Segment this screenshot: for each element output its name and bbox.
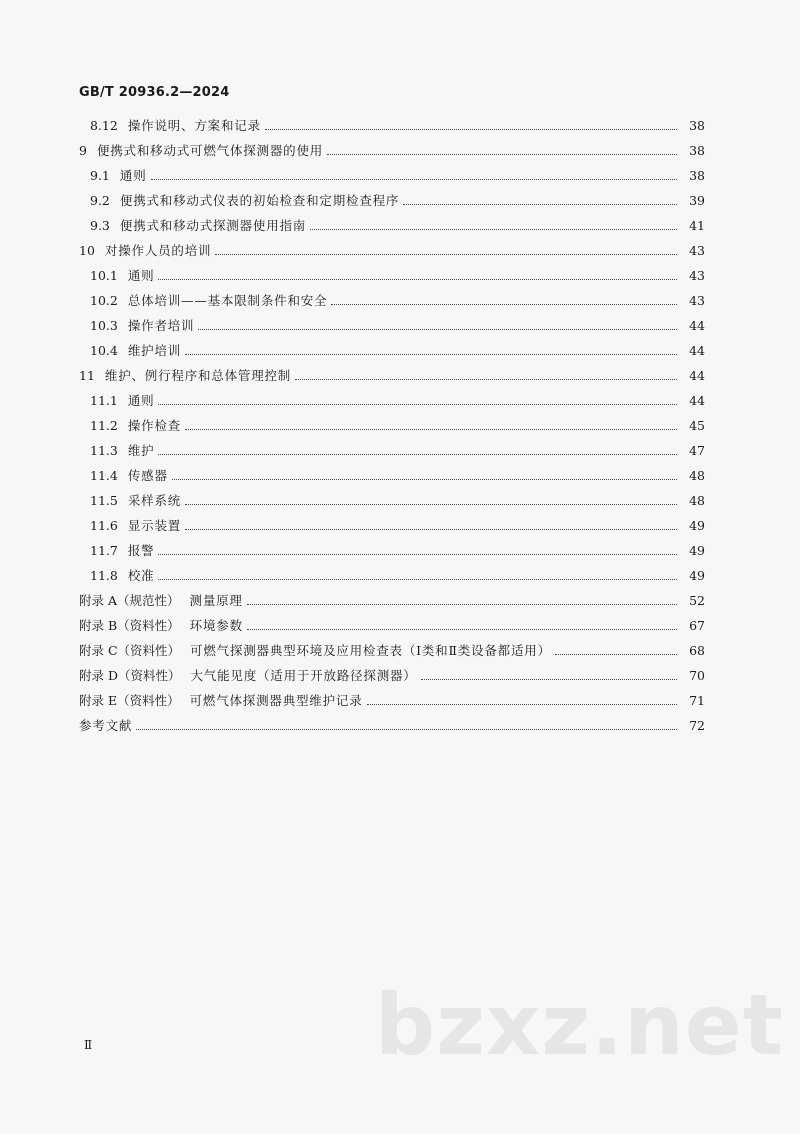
toc-entry-title: 操作说明、方案和记录 [127,118,261,133]
toc-entry-number: 10 [79,243,95,258]
toc-dot-leader [295,368,677,380]
page-number: Ⅱ [84,1038,93,1052]
toc-entry[interactable] [90,167,705,185]
toc-entry-title: 维护 [127,443,155,458]
toc-entry[interactable] [90,442,705,460]
toc-entry-number: 11.5 [90,493,118,508]
toc-entry[interactable] [90,492,705,510]
watermark-logo: bzxz.net [375,976,784,1074]
toc-entry-page: 49 [689,518,705,533]
toc-entry-page: 45 [689,418,705,433]
toc-dot-leader [247,593,677,605]
toc-entry-title: 环境参数 [189,618,243,633]
toc-entry-title: 通则 [127,393,155,408]
toc-entry-page: 44 [689,318,705,333]
toc-entry[interactable] [90,317,705,335]
toc-entry-number: 11.7 [90,543,118,558]
toc-entry-title: 显示装置 [127,518,182,533]
toc-entry-number: 9.3 [90,218,110,233]
toc-entry-page: 71 [689,693,705,708]
toc-entry-title: 维护、例行程序和总体管理控制 [104,368,292,383]
toc-entry-title: 可燃气探测器典型环境及应用检查表（Ⅰ类和Ⅱ类设备都适用） [190,643,551,658]
toc-entry[interactable] [90,467,705,485]
toc-entry[interactable] [90,542,705,560]
toc-dot-leader [331,293,677,305]
toc-dot-leader [327,143,677,155]
toc-dot-leader [136,718,677,730]
toc-entry-number: 8.12 [90,118,118,133]
toc-entry-number: 附录 A（规范性） [79,593,180,608]
toc-entry-number: 11.8 [90,568,118,583]
toc-entry-page: 38 [689,168,705,183]
toc-entry[interactable] [90,392,705,410]
toc-dot-leader [185,418,677,430]
toc-dot-leader [185,493,677,505]
toc-entry-page: 52 [689,593,705,608]
toc-entry-title: 维护培训 [127,343,182,358]
toc-entry-number: 11 [79,368,95,383]
toc-entry-page: 49 [689,568,705,583]
toc-entry[interactable] [90,342,705,360]
toc-entry[interactable] [79,367,705,385]
toc-entry[interactable] [90,217,705,235]
toc-entry-number: 11.2 [90,418,118,433]
toc-entry-page: 68 [689,643,705,658]
standard-number: GB/T 20936.2—2024 [79,85,230,100]
toc-entry-page: 44 [689,393,705,408]
toc-entry-number: 11.1 [90,393,118,408]
toc-entry[interactable] [90,117,705,135]
toc-entry-title: 报警 [127,543,155,558]
toc-entry-number: 10.3 [90,318,118,333]
toc-dot-leader [215,243,677,255]
toc-dot-leader [172,468,677,480]
toc-entry-title: 通则 [127,268,155,283]
toc-entry-page: 70 [689,668,705,683]
toc-entry-page: 48 [689,493,705,508]
toc-entry-number: 附录 E（资料性） [79,693,180,708]
toc-entry[interactable] [79,592,705,610]
toc-entry-page: 44 [689,343,705,358]
toc-entry[interactable] [79,667,705,685]
toc-entry-title: 传感器 [127,468,168,483]
toc-entry[interactable] [79,642,705,660]
toc-entry-number: 11.6 [90,518,118,533]
toc-entry[interactable] [79,692,705,710]
toc-entry[interactable] [79,617,705,635]
toc-entry[interactable] [79,242,705,260]
toc-entry-page: 47 [689,443,705,458]
toc-dot-leader [247,618,677,630]
toc-dot-leader [158,568,677,580]
toc-entry[interactable] [79,717,705,735]
toc-entry-page: 43 [689,293,705,308]
toc-entry-number: 附录 B（资料性） [79,618,180,633]
toc-entry-number: 9 [79,143,87,158]
toc-entry-number: 11.3 [90,443,118,458]
toc-entry-page: 44 [689,368,705,383]
toc-entry[interactable] [90,292,705,310]
toc-entry-number: 10.4 [90,343,118,358]
toc-entry-page: 48 [689,468,705,483]
toc-entry-number: 附录 C（资料性） [79,643,181,658]
toc-entry-title: 参考文献 [79,718,133,733]
toc-entry-page: 49 [689,543,705,558]
toc-entry-number: 10.2 [90,293,118,308]
toc-entry-title: 对操作人员的培训 [104,243,212,258]
toc-entry-title: 通则 [119,168,147,183]
toc-dot-leader [367,693,677,705]
toc-dot-leader [158,443,677,455]
toc-entry-title: 总体培训——基本限制条件和安全 [127,293,328,308]
toc-entry-title: 测量原理 [189,593,243,608]
toc-entry[interactable] [90,417,705,435]
toc-entry-page: 38 [689,143,705,158]
toc-dot-leader [403,193,677,205]
toc-dot-leader [151,168,678,180]
toc-dot-leader [310,218,677,230]
toc-entry[interactable] [90,192,705,210]
toc-entry-page: 43 [689,243,705,258]
toc-entry-title: 操作检查 [127,418,182,433]
toc-entry-page: 41 [689,218,705,233]
toc-dot-leader [158,393,677,405]
toc-entry-page: 43 [689,268,705,283]
toc-entry-title: 便携式和移动式可燃气体探测器的使用 [96,143,324,158]
toc-entry-number: 10.1 [90,268,118,283]
toc-entry-number: 11.4 [90,468,118,483]
toc-dot-leader [198,318,677,330]
toc-entry-number: 附录 D（资料性） [79,668,181,683]
toc-entry-title: 采样系统 [127,493,182,508]
toc-entry-number: 9.1 [90,168,110,183]
toc-entry[interactable] [79,142,705,160]
toc-dot-leader [555,643,677,655]
toc-entry[interactable] [90,567,705,585]
toc-dot-leader [158,268,677,280]
toc-entry-page: 67 [689,618,705,633]
toc-entry-page: 38 [689,118,705,133]
toc-entry-title: 大气能见度（适用于开放路径探测器） [190,668,417,683]
toc-dot-leader [158,543,677,555]
toc-entry[interactable] [90,267,705,285]
toc-entry[interactable] [90,517,705,535]
toc-entry-title: 便携式和移动式仪表的初始检查和定期检查程序 [119,193,400,208]
toc-entry-title: 操作者培训 [127,318,195,333]
toc-entry-page: 72 [689,718,705,733]
toc-entry-number: 9.2 [90,193,110,208]
toc-entry-title: 便携式和移动式探测器使用指南 [119,218,307,233]
toc-entry-page: 39 [689,193,705,208]
toc-entry-title: 校准 [127,568,155,583]
toc-dot-leader [185,343,677,355]
toc-dot-leader [421,668,677,680]
toc-dot-leader [185,518,677,530]
toc-entry-title: 可燃气体探测器典型维护记录 [189,693,363,708]
toc-dot-leader [265,118,677,130]
